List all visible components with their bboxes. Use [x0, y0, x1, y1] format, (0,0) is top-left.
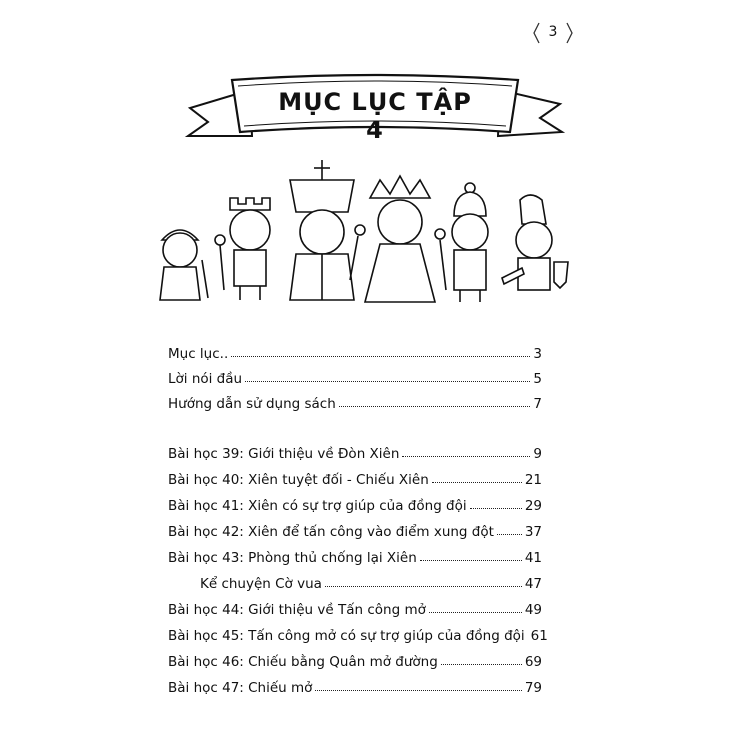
toc-entry-label: Kể chuyện Cờ vua	[200, 576, 322, 592]
toc-leader-dots	[402, 456, 530, 457]
toc-entry-lesson-42[interactable]	[168, 518, 542, 540]
toc-entry-label: Lời nói đầu	[168, 371, 243, 387]
toc-leader-dots	[245, 381, 530, 382]
queen-character	[365, 176, 446, 302]
toc-leader-dots	[441, 664, 522, 665]
bishop-character	[452, 183, 488, 302]
toc-entry-page: 37	[524, 524, 542, 540]
toc-leader-dots	[470, 508, 522, 509]
toc-entry-page: 7	[533, 396, 542, 412]
toc-entry-page: 79	[524, 680, 542, 696]
rook-character	[215, 198, 270, 300]
toc-entry-lesson-47[interactable]	[168, 674, 542, 696]
toc-entry-lesson-39[interactable]	[168, 440, 542, 462]
page-number: 3	[548, 24, 558, 40]
toc-entry-label: Bài học 43: Phòng thủ chống lại Xiên	[168, 550, 417, 566]
toc-entry-label: Bài học 40: Xiên tuyệt đối - Chiếu Xiên	[168, 472, 429, 488]
toc-entry-lesson-44[interactable]	[168, 596, 542, 618]
toc-leader-dots	[432, 482, 522, 483]
toc-entry-page: 9	[533, 446, 542, 462]
toc-leader-dots	[231, 356, 530, 357]
toc-entry-label: Bài học 39: Giới thiệu về Đòn Xiên	[168, 446, 400, 462]
toc-entry-label: Bài học 47: Chiếu mở	[168, 680, 313, 696]
toc-entry-front-3[interactable]	[168, 390, 542, 412]
toc-entry-lesson-40[interactable]	[168, 466, 542, 488]
king-character	[290, 160, 365, 300]
toc-entry-page: 47	[524, 576, 542, 592]
toc-entry-lesson-41[interactable]	[168, 492, 542, 514]
toc-leader-dots	[325, 586, 522, 587]
toc-entry-label: Bài học 46: Chiếu bằng Quân mở đường	[168, 654, 438, 670]
toc-entry-page: 21	[524, 472, 542, 488]
knight-character	[502, 195, 568, 290]
pawn-character	[160, 230, 208, 300]
toc-leader-dots	[420, 560, 522, 561]
toc-entry-label: Mục lục..	[168, 346, 229, 362]
chess-characters-illustration	[150, 150, 590, 310]
toc-entry-lesson-46[interactable]	[168, 648, 542, 670]
toc-entry-page: 49	[524, 602, 542, 618]
toc-leader-dots	[315, 690, 521, 691]
toc-leader-dots	[497, 534, 522, 535]
toc-entry-page: 69	[524, 654, 542, 670]
toc-entry-page: 3	[533, 346, 542, 362]
toc-leader-dots	[339, 406, 531, 407]
toc-entry-story[interactable]	[168, 570, 542, 592]
toc-entry-label: Bài học 44: Giới thiệu về Tấn công mở	[168, 602, 426, 618]
toc-entry-page: 5	[533, 371, 542, 387]
toc-entry-page: 41	[524, 550, 542, 566]
toc-entry-label: Bài học 41: Xiên có sự trợ giúp của đồng đội	[168, 498, 467, 514]
toc-leader-dots	[429, 612, 522, 613]
toc-entry-lesson-43[interactable]	[168, 544, 542, 566]
toc-entry-front-1[interactable]	[168, 340, 542, 362]
toc-entry-label: Bài học 42: Xiên để tấn công vào điểm xung đột	[168, 524, 494, 540]
toc-entry-page: 29	[524, 498, 542, 514]
toc-entry-page: 61	[530, 628, 548, 644]
page-title: MỤC LỤC TẬP 4	[278, 88, 472, 144]
page-number-badge	[533, 20, 573, 46]
title-banner	[180, 70, 570, 160]
toc-entry-front-2[interactable]	[168, 365, 542, 387]
toc-entry-lesson-45[interactable]	[168, 622, 548, 644]
toc-entry-label: Bài học 45: Tấn công mở có sự trợ giúp của đồng đội	[168, 628, 525, 644]
toc-entry-label: Hướng dẫn sử dụng sách	[168, 396, 336, 412]
